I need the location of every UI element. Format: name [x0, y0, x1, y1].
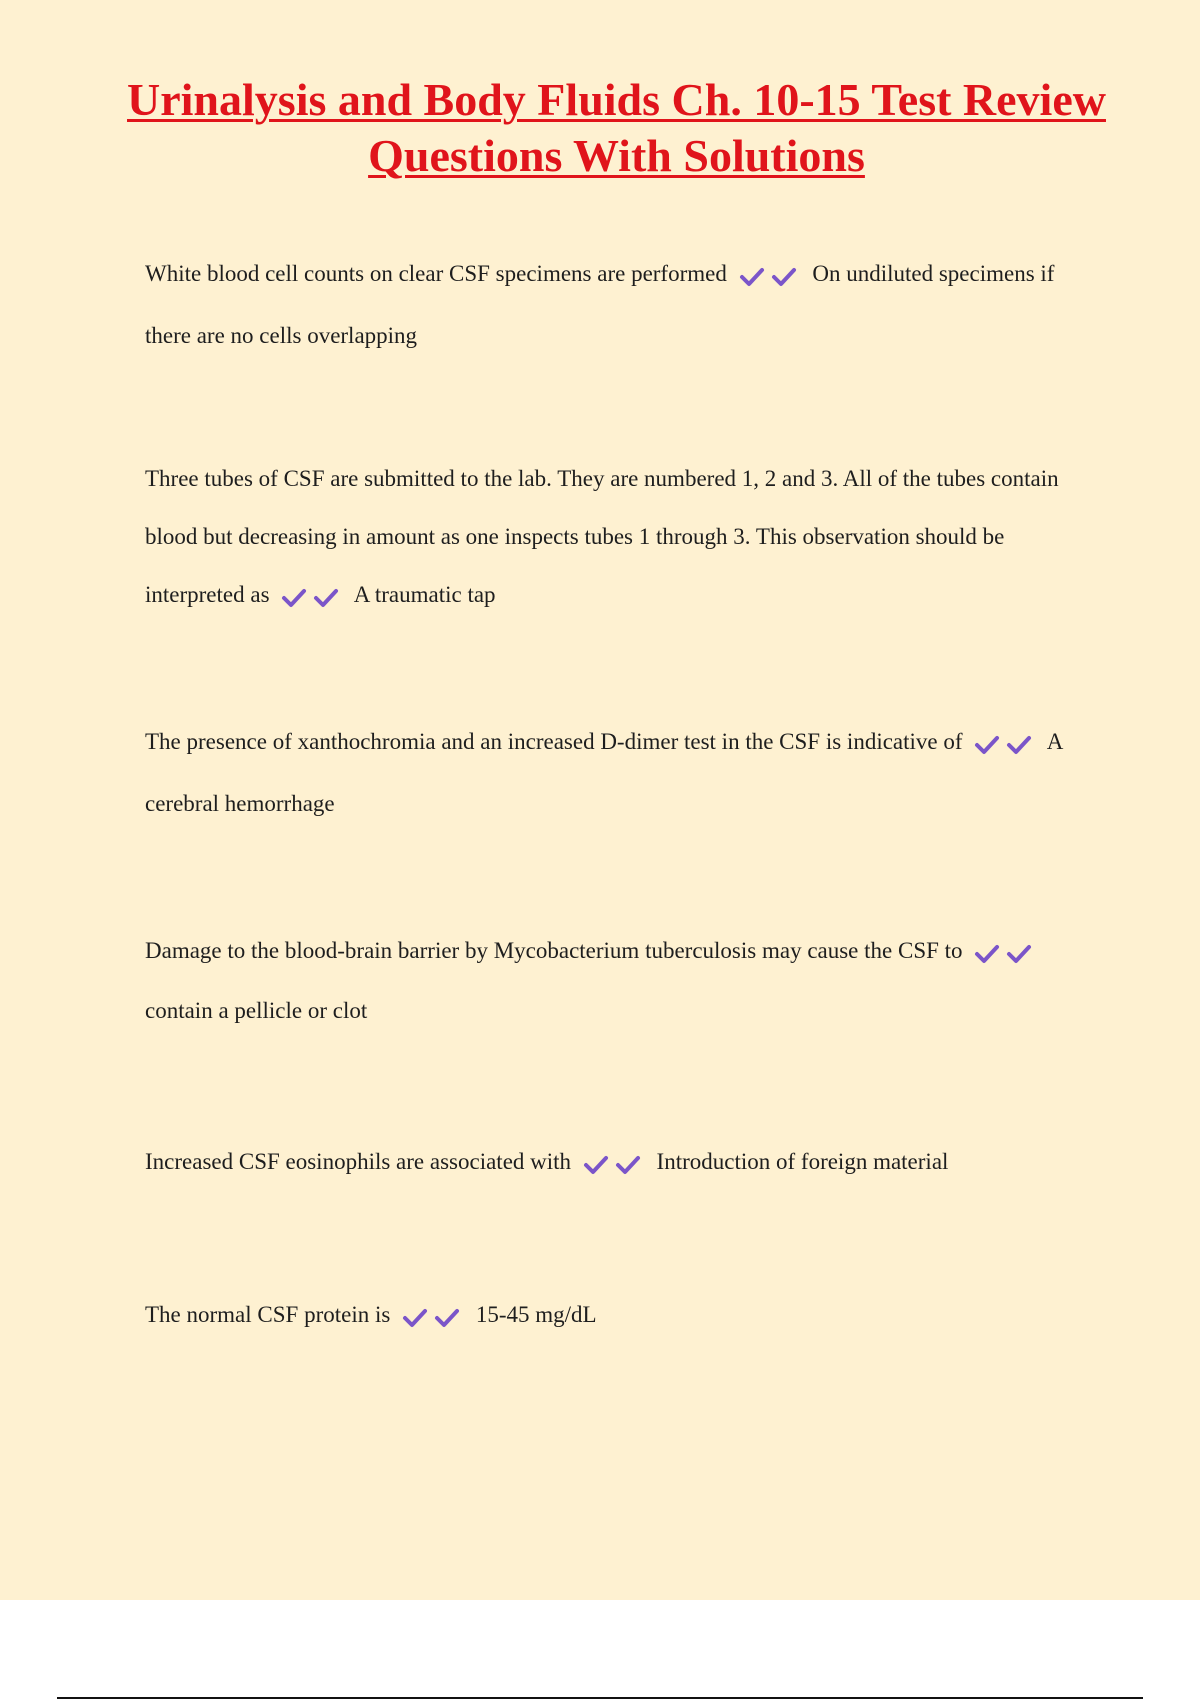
answer-marker	[583, 1134, 647, 1194]
question-text: Damage to the blood-brain barrier by Mycobacterium tuberculosis may cause the CSF to	[145, 938, 963, 963]
answer-text: 15-45 mg/dL	[475, 1302, 597, 1327]
question-text: The presence of xanthochromia and an increased D-dimer test in the CSF is indicative of	[145, 729, 963, 754]
check-icon	[313, 587, 339, 609]
qa-item	[145, 712, 1095, 834]
answer-text: A cerebral hemorrhage	[145, 729, 1063, 816]
answer-marker	[739, 246, 803, 306]
question-text: White blood cell counts on clear CSF specimens are performed	[145, 261, 727, 286]
qa-item	[145, 1132, 1095, 1194]
qa-item	[145, 244, 1095, 366]
check-icon	[1006, 943, 1032, 965]
document-title: Urinalysis and Body Fluids Ch. 10-15 Test Review Questions With Solutions	[127, 74, 1106, 181]
check-icon	[402, 1307, 428, 1329]
answer-text: Introduction of foreign material	[656, 1149, 949, 1174]
question-text: Increased CSF eosinophils are associated with	[145, 1149, 572, 1174]
answer-text: On undiluted specimens if there are no cells overlapping	[145, 261, 1055, 348]
check-icon	[434, 1307, 460, 1329]
page-divider	[57, 1697, 1143, 1699]
question-text: The normal CSF protein is	[145, 1302, 391, 1327]
check-icon	[1006, 734, 1032, 756]
qa-item	[145, 450, 1095, 626]
answer-marker	[974, 714, 1038, 774]
answer-marker	[281, 568, 345, 626]
answer-text: A traumatic tap	[353, 582, 496, 607]
check-icon	[615, 1154, 641, 1176]
check-icon	[771, 266, 797, 288]
question-text: Three tubes of CSF are submitted to the lab. They are numbered 1, 2 and 3. All of the tubes contain blood but decreasing in amount as one inspects tubes 1 through 3. This observation should be interpreted as	[145, 466, 1059, 607]
answer-marker	[974, 924, 1038, 982]
check-icon	[974, 734, 1000, 756]
check-icon	[281, 587, 307, 609]
qa-item	[145, 922, 1095, 1040]
answer-text: contain a pellicle or clot	[145, 997, 368, 1023]
check-icon	[974, 943, 1000, 965]
qa-item	[145, 1285, 1095, 1347]
check-icon	[739, 266, 765, 288]
answer-marker	[402, 1287, 466, 1347]
check-icon	[583, 1154, 609, 1176]
